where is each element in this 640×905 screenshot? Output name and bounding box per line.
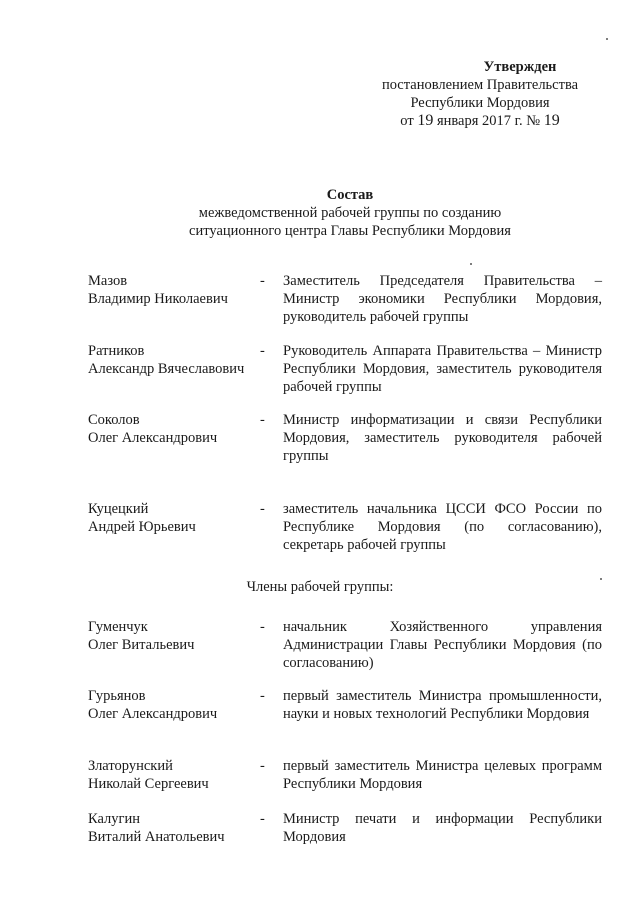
member-role: Руководитель Аппарата Правительства – Министр Республики Мордовия, заместитель руководителя рабочей группы <box>283 343 602 395</box>
member-role: Министр информатизации и связи Республики Мордовия, заместитель руководителя рабочей группы <box>283 412 602 464</box>
member-name <box>88 810 263 846</box>
scan-speck <box>470 263 472 265</box>
approval-heading: Утвержден <box>483 59 557 75</box>
member-surname: Златорунский <box>88 758 173 774</box>
member-dash: - <box>260 619 265 635</box>
member-role: Заместитель Председателя Правительства – Министр экономики Республики Мордовия, руководитель рабочей группы <box>283 273 602 325</box>
member-given-names: Николай Сергеевич <box>88 776 209 792</box>
approval-day: 19 <box>417 112 434 129</box>
member-role: заместитель начальника ЦССИ ФСО России по Республике Мордовия (по согласованию), секретарь рабочей группы <box>283 501 602 553</box>
member-dash: - <box>260 811 265 827</box>
member-given-names: Олег Александрович <box>88 430 218 446</box>
member-surname: Гурьянов <box>88 688 146 704</box>
member-surname: Куцецкий <box>88 501 149 517</box>
member-surname: Гуменчук <box>88 619 148 635</box>
member-dash: - <box>260 343 265 359</box>
approval-stamp <box>360 58 600 130</box>
member-dash: - <box>260 501 265 517</box>
member-name <box>88 618 263 654</box>
approval-month-year: января 2017 г. <box>436 113 523 129</box>
member-role: первый заместитель Министра целевых программ Республики Мордовия <box>283 758 602 792</box>
member-given-names: Олег Александрович <box>88 706 218 722</box>
approval-line-2: Республики Мордовия <box>410 95 550 111</box>
member-role: начальник Хозяйственного управления Администрации Главы Республики Мордовия (по согласованию) <box>283 619 602 671</box>
title-sub-2: ситуационного центра Главы Республики Мордовия <box>189 223 511 239</box>
member-name <box>88 500 263 536</box>
member-role: Министр печати и информации Республики Мордовия <box>283 811 602 845</box>
approval-number-prefix: № <box>526 113 541 129</box>
member-given-names: Александр Вячеславович <box>88 361 245 377</box>
scan-speck <box>606 38 608 40</box>
member-surname: Мазов <box>88 273 128 289</box>
member-dash: - <box>260 758 265 774</box>
member-name <box>88 272 263 308</box>
approval-number: 19 <box>543 112 560 129</box>
title-main: Состав <box>326 187 374 203</box>
member-dash: - <box>260 412 265 428</box>
members-heading: Члены рабочей группы: <box>246 579 394 595</box>
member-dash: - <box>260 688 265 704</box>
member-surname: Соколов <box>88 412 140 428</box>
scan-speck <box>600 578 602 580</box>
member-name <box>88 411 263 447</box>
approval-date-line <box>360 112 600 130</box>
member-given-names: Владимир Николаевич <box>88 291 228 307</box>
member-name <box>88 757 263 793</box>
member-name <box>88 687 263 723</box>
member-given-names: Виталий Анатольевич <box>88 829 225 845</box>
approval-date-prefix: от <box>400 113 414 129</box>
member-name <box>88 342 263 378</box>
document-title <box>100 186 600 240</box>
title-sub-1: межведомственной рабочей группы по созданию <box>198 205 502 221</box>
member-surname: Калугин <box>88 811 140 827</box>
member-dash: - <box>260 273 265 289</box>
member-given-names: Олег Витальевич <box>88 637 195 653</box>
member-given-names: Андрей Юрьевич <box>88 519 196 535</box>
approval-line-1: постановлением Правительства <box>381 77 579 93</box>
member-role: первый заместитель Министра промышленности, науки и новых технологий Республики Мордовия <box>283 688 602 722</box>
member-surname: Ратников <box>88 343 145 359</box>
